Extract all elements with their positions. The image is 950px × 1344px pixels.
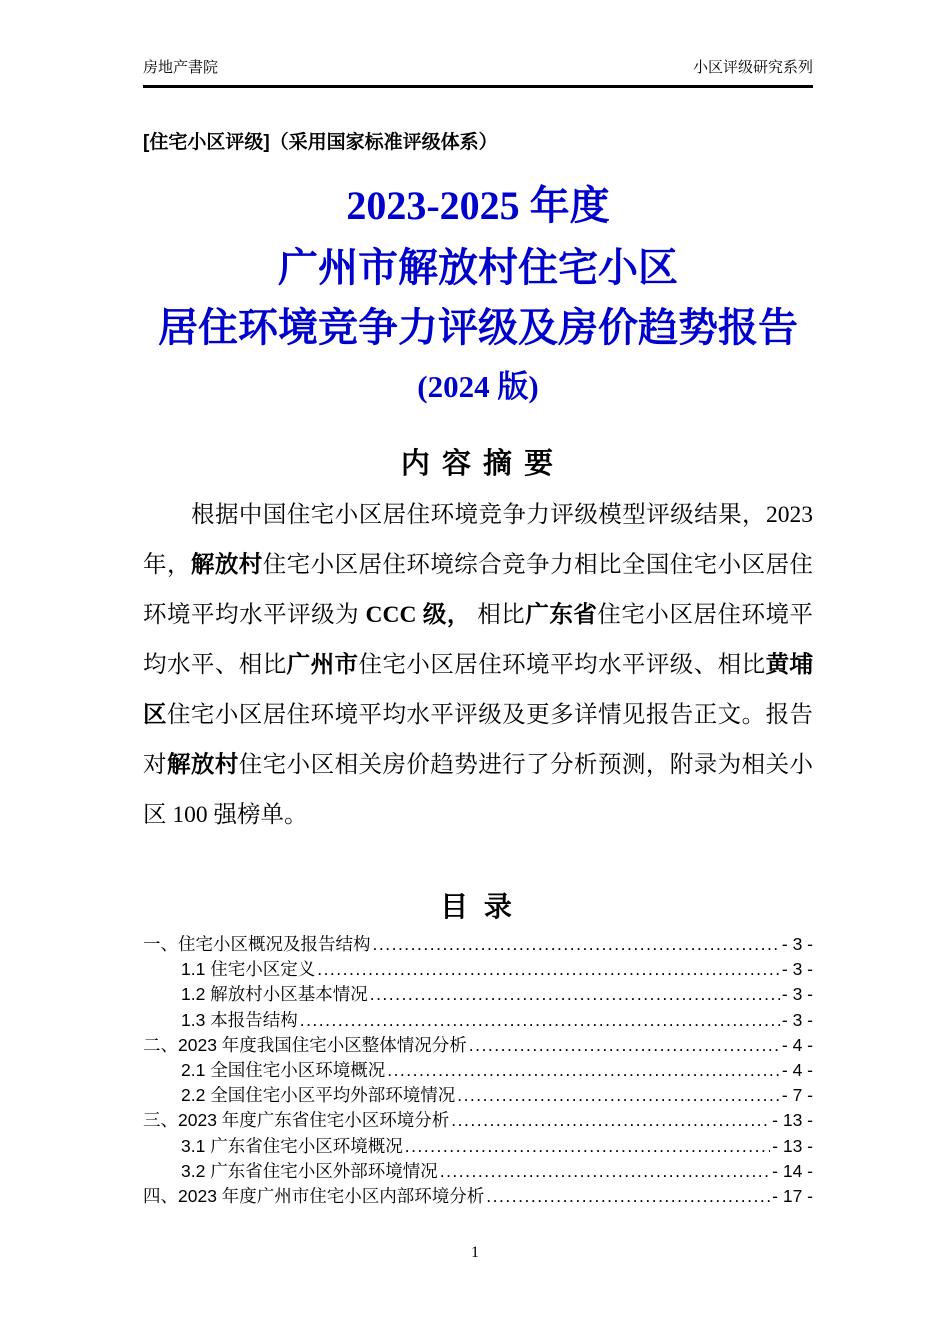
toc-entry [143,1008,813,1033]
toc-entry [143,957,813,982]
abstract-text-segment: 住宅小区相关房价趋势进行了分析预测，附录为相关小区 100 强榜单。 [143,752,814,828]
toc-leader-dots [469,1033,780,1058]
header-right-label: 小区评级研究系列 [692,59,813,76]
toc-heading: 目 录 [440,891,516,922]
abstract-bold-term: 解放村 [190,552,263,578]
toc-entry-label: 2.2 全国住宅小区平均外部环境情况 [181,1085,456,1106]
toc-leader-dots [373,932,780,957]
toc-entry-label: 2.1 全国住宅小区环境概况 [181,1060,386,1081]
toc-entry-page: - 4 - [781,1060,813,1081]
toc-entry-label: 1.3 本报告结构 [181,1009,298,1030]
toc-entry-page: - 3 - [781,934,813,954]
toc-leader-dots [486,1184,770,1209]
rating-system-tagline: [住宅小区评级]（采用国家标准评级体系） [143,132,498,153]
page-number: 1 [471,1244,479,1261]
toc-entry-page: - 7 - [781,1085,813,1106]
toc-entry-page: - 4 - [781,1034,813,1055]
toc-leader-dots [440,1159,770,1184]
toc-entry-label: 二、2023 年度我国住宅小区整体情况分析 [143,1034,467,1055]
abstract-text-segment: 住宅小区居住环境综合竞争力相比全国住宅小区居住环境平均水平评级为 [143,552,814,628]
toc-entry-label: 3.2 广东省住宅小区外部环境情况 [181,1160,438,1181]
toc-entry-label: 四、2023 年度广州市住宅小区内部环境分析 [143,1186,485,1207]
toc-entry-label: 三、2023 年度广东省住宅小区环境分析 [143,1110,450,1131]
toc-entry-label: 1.2 解放村小区基本情况 [181,984,368,1005]
toc-entry [143,1083,813,1108]
toc-list [143,932,813,1209]
toc-entry-page: - 14 - [772,1160,813,1181]
toc-entry [143,932,813,957]
abstract-bold-term: 解放村 [166,752,239,778]
toc-leader-dots [405,1134,770,1159]
report-title-block [143,182,813,406]
title-community-name: 广州市解放村住宅小区 [278,245,678,290]
toc-entry [143,982,813,1007]
toc-leader-dots [300,1008,780,1033]
toc-entry [143,1159,813,1184]
toc-leader-dots [317,957,780,982]
toc-leader-dots [387,1058,780,1083]
toc-entry-page: - 3 - [781,1009,813,1030]
toc-entry [143,1033,813,1058]
toc-entry-page: - 3 - [781,984,813,1005]
toc-leader-dots [457,1083,780,1108]
toc-entry-page: - 17 - [772,1186,813,1207]
header-left-label: 房地产書院 [143,59,219,76]
toc-entry [143,1058,813,1083]
toc-entry-label: 一、住宅小区概况及报告结构 [143,934,371,954]
toc-entry [143,1184,813,1209]
toc-entry-label: 3.1 广东省住宅小区环境概况 [181,1135,403,1156]
toc-leader-dots [451,1108,770,1133]
abstract-text-segment: 根据中国住宅小区居住环境竞争力评级模型评级结果，2023 年， [143,502,813,578]
toc-entry-page: - 13 - [772,1135,813,1156]
title-edition: (2024 版) [417,369,539,404]
toc-leader-dots [370,982,780,1007]
abstract-heading: 内 容 摘 要 [400,448,556,480]
abstract-bold-term: 黄埔区 [143,652,814,728]
title-year-range: 2023-2025 年度 [346,183,610,228]
toc-entry-page: - 3 - [781,959,813,980]
abstract-text-segment: 住宅小区居住环境平均水平评级、相比 [358,652,766,678]
toc-entry-label: 1.1 住宅小区定义 [181,959,316,980]
abstract-text-segment: 住宅小区居住环境平均水平、相比 [143,602,814,678]
toc-entry [143,1108,813,1133]
abstract-text-segment: 住宅小区居住环境平均水平评级及更多详情见报告正文。报告对 [143,702,814,778]
toc-entry [143,1134,813,1159]
title-report-subject: 居住环境竞争力评级及房价趋势报告 [158,305,798,350]
abstract-bold-term: CCC 级， [365,602,471,628]
abstract-text-segment: 相比 [470,602,526,628]
abstract-bold-term: 广州市 [286,652,359,678]
abstract-bold-term: 广东省 [525,602,598,628]
toc-entry-page: - 13 - [772,1110,813,1131]
abstract-paragraph [143,490,813,840]
page-header [143,0,813,88]
